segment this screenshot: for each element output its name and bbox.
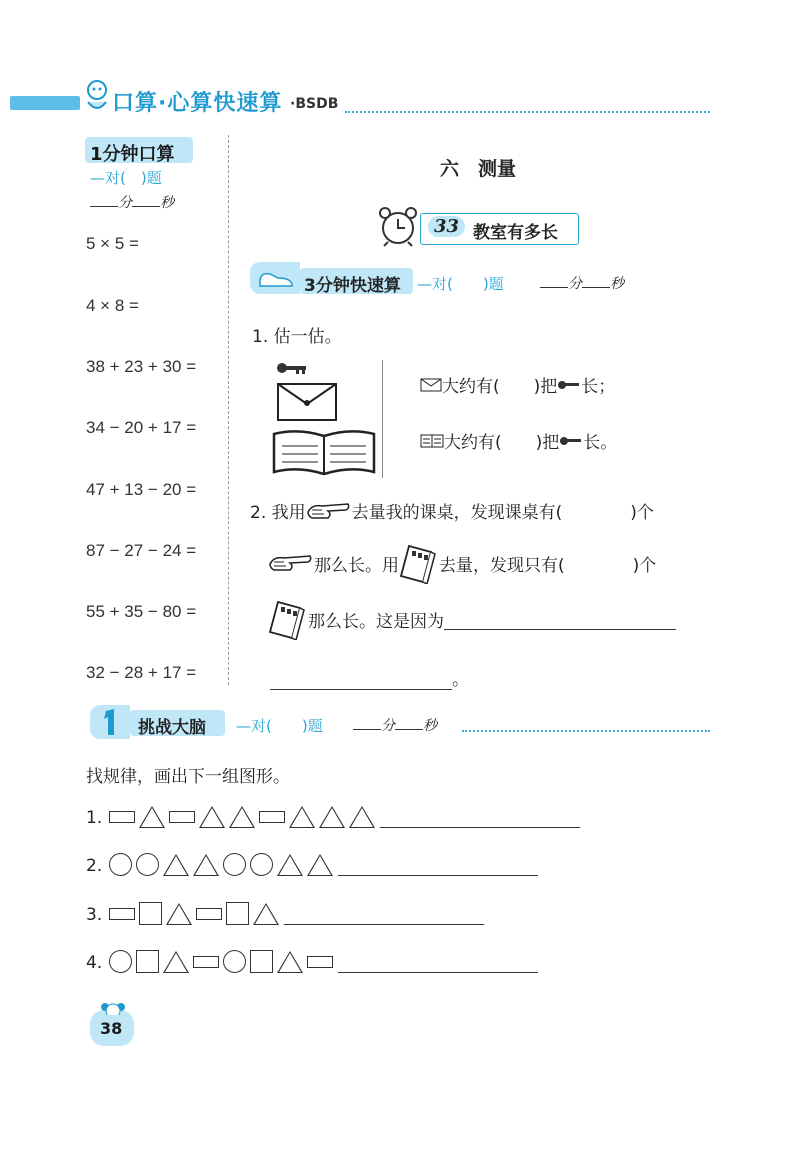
question-1-title: 1. 估一估。 [252,327,342,347]
header-bar [10,96,80,110]
section-shoe-icon [250,262,300,294]
triangle-shape [319,806,345,828]
q2-c-text: 那么长。用 [314,555,399,576]
q1-illustration [268,360,383,478]
q2-d-text: 去量，发现只有( )个 [439,555,657,576]
left-section-title: 1分钟口算 [90,144,175,165]
q2-e-text: 那么长。这是因为 [308,611,444,632]
hand-span-icon [306,500,352,522]
rectangle-shape [109,908,135,920]
section-score: —对( )题 [417,275,504,293]
triangle-shape [289,806,315,828]
q2-line-4 [270,665,469,690]
q1-a-end: 长； [581,377,616,397]
lesson-title: 教室有多长 [473,223,558,243]
section-time [540,273,624,293]
pattern-answer-line[interactable] [338,851,538,876]
header-dotted-rule [345,111,710,113]
q1-line-a [420,372,615,397]
left-problem: 47 + 13 − 20 = [86,480,197,499]
q1-b-end: 长。 [583,433,618,453]
pattern-answer-line[interactable] [284,900,484,925]
left-problem: 32 − 28 + 17 = [86,663,197,682]
challenge-sec-label: 秒 [423,718,437,734]
pattern-label: 3. [86,905,103,925]
q2-answer-line-2[interactable] [270,671,452,690]
circle-shape [223,950,246,973]
square-shape [226,902,249,925]
chapter-title: 六 测量 [440,158,517,180]
q2-line-1 [250,498,654,523]
left-sec-label: 秒 [160,195,174,211]
rectangle-shape [259,811,285,823]
brand-title: 口算·心算快速算 [112,91,283,116]
q2-line-2 [268,542,656,584]
q2-end-mark: 。 [452,670,469,690]
section-min-label: 分 [568,276,582,292]
pencil-box-icon [399,542,439,584]
triangle-shape [277,951,303,973]
triangle-shape [163,951,189,973]
challenge-min-label: 分 [381,718,395,734]
triangle-shape [277,854,303,876]
alarm-clock-icon [378,205,418,251]
circle-shape [250,853,273,876]
q2-answer-line-1[interactable] [444,609,676,630]
square-shape [139,902,162,925]
left-problem: 4 × 8 = [86,296,139,315]
rectangle-shape [109,811,135,823]
pattern-shapes [108,853,334,876]
envelope-small-icon [420,378,442,392]
circle-shape [109,853,132,876]
rectangle-shape [307,956,333,968]
triangle-shape [253,903,279,925]
square-shape [250,950,273,973]
pattern-label: 2. [86,856,103,876]
triangle-shape [199,806,225,828]
pattern-answer-line[interactable] [380,803,580,828]
key-icon [277,363,306,374]
pattern-label: 1. [86,808,103,828]
open-book-icon [274,431,374,474]
left-score-line: —对( )题 [90,169,162,187]
triangle-shape [307,854,333,876]
pattern-shapes [108,950,334,973]
rectangle-shape [169,811,195,823]
lesson-number: 33 [428,216,465,237]
left-problem: 5 × 5 = [86,234,139,253]
pattern-row-1 [86,800,580,828]
left-problem: 34 − 20 + 17 = [86,418,197,437]
q2-a-text: 2. 我用 [250,503,306,523]
challenge-time [353,715,437,735]
pattern-answer-line[interactable] [338,948,538,973]
q1-a-text: 大约有( )把 [442,377,558,397]
challenge-dotted-rule [462,730,710,732]
challenge-score: —对( )题 [236,717,323,735]
square-shape [136,950,159,973]
page-number: 38 [100,1019,123,1038]
q1-b-text: 大约有( )把 [444,433,560,453]
triangle-shape [166,903,192,925]
challenge-icon [90,705,130,739]
triangle-shape [229,806,255,828]
circle-shape [109,950,132,973]
edition-label: ·BSDB [290,96,339,112]
rectangle-shape [196,908,222,920]
pattern-shapes [108,902,280,925]
triangle-shape [349,806,375,828]
triangle-shape [139,806,165,828]
key-small-icon [559,435,583,447]
left-min-label: 分 [118,195,132,211]
triangle-shape [163,854,189,876]
q2-line-3 [268,598,676,640]
left-problem: 87 − 27 − 24 = [86,541,197,560]
triangle-shape [193,854,219,876]
challenge-title: 挑战大脑 [138,718,206,738]
circle-shape [136,853,159,876]
rectangle-shape [193,956,219,968]
q1-line-b [420,428,617,453]
left-problem: 55 + 35 − 80 = [86,602,197,621]
left-time-line [90,192,174,212]
pattern-row-3 [86,897,484,925]
pattern-shapes [108,806,376,828]
mascot-icon [82,78,112,114]
envelope-icon [278,384,336,420]
section-title: 3分钟快速算 [304,276,401,296]
pencil-box-icon [268,598,308,640]
book-small-icon [420,434,444,448]
challenge-instruction: 找规律，画出下一组图形。 [86,767,290,787]
left-problem: 38 + 23 + 30 = [86,357,197,376]
pattern-row-2 [86,848,538,876]
pattern-label: 4. [86,953,103,973]
section-sec-label: 秒 [610,276,624,292]
hand-span-icon [268,552,314,574]
column-divider [228,135,229,685]
panda-icon [100,1000,126,1019]
circle-shape [223,853,246,876]
q2-b-text: 去量我的课桌，发现课桌有( )个 [351,503,654,523]
pattern-row-4 [86,945,538,973]
key-small-icon [557,379,581,391]
